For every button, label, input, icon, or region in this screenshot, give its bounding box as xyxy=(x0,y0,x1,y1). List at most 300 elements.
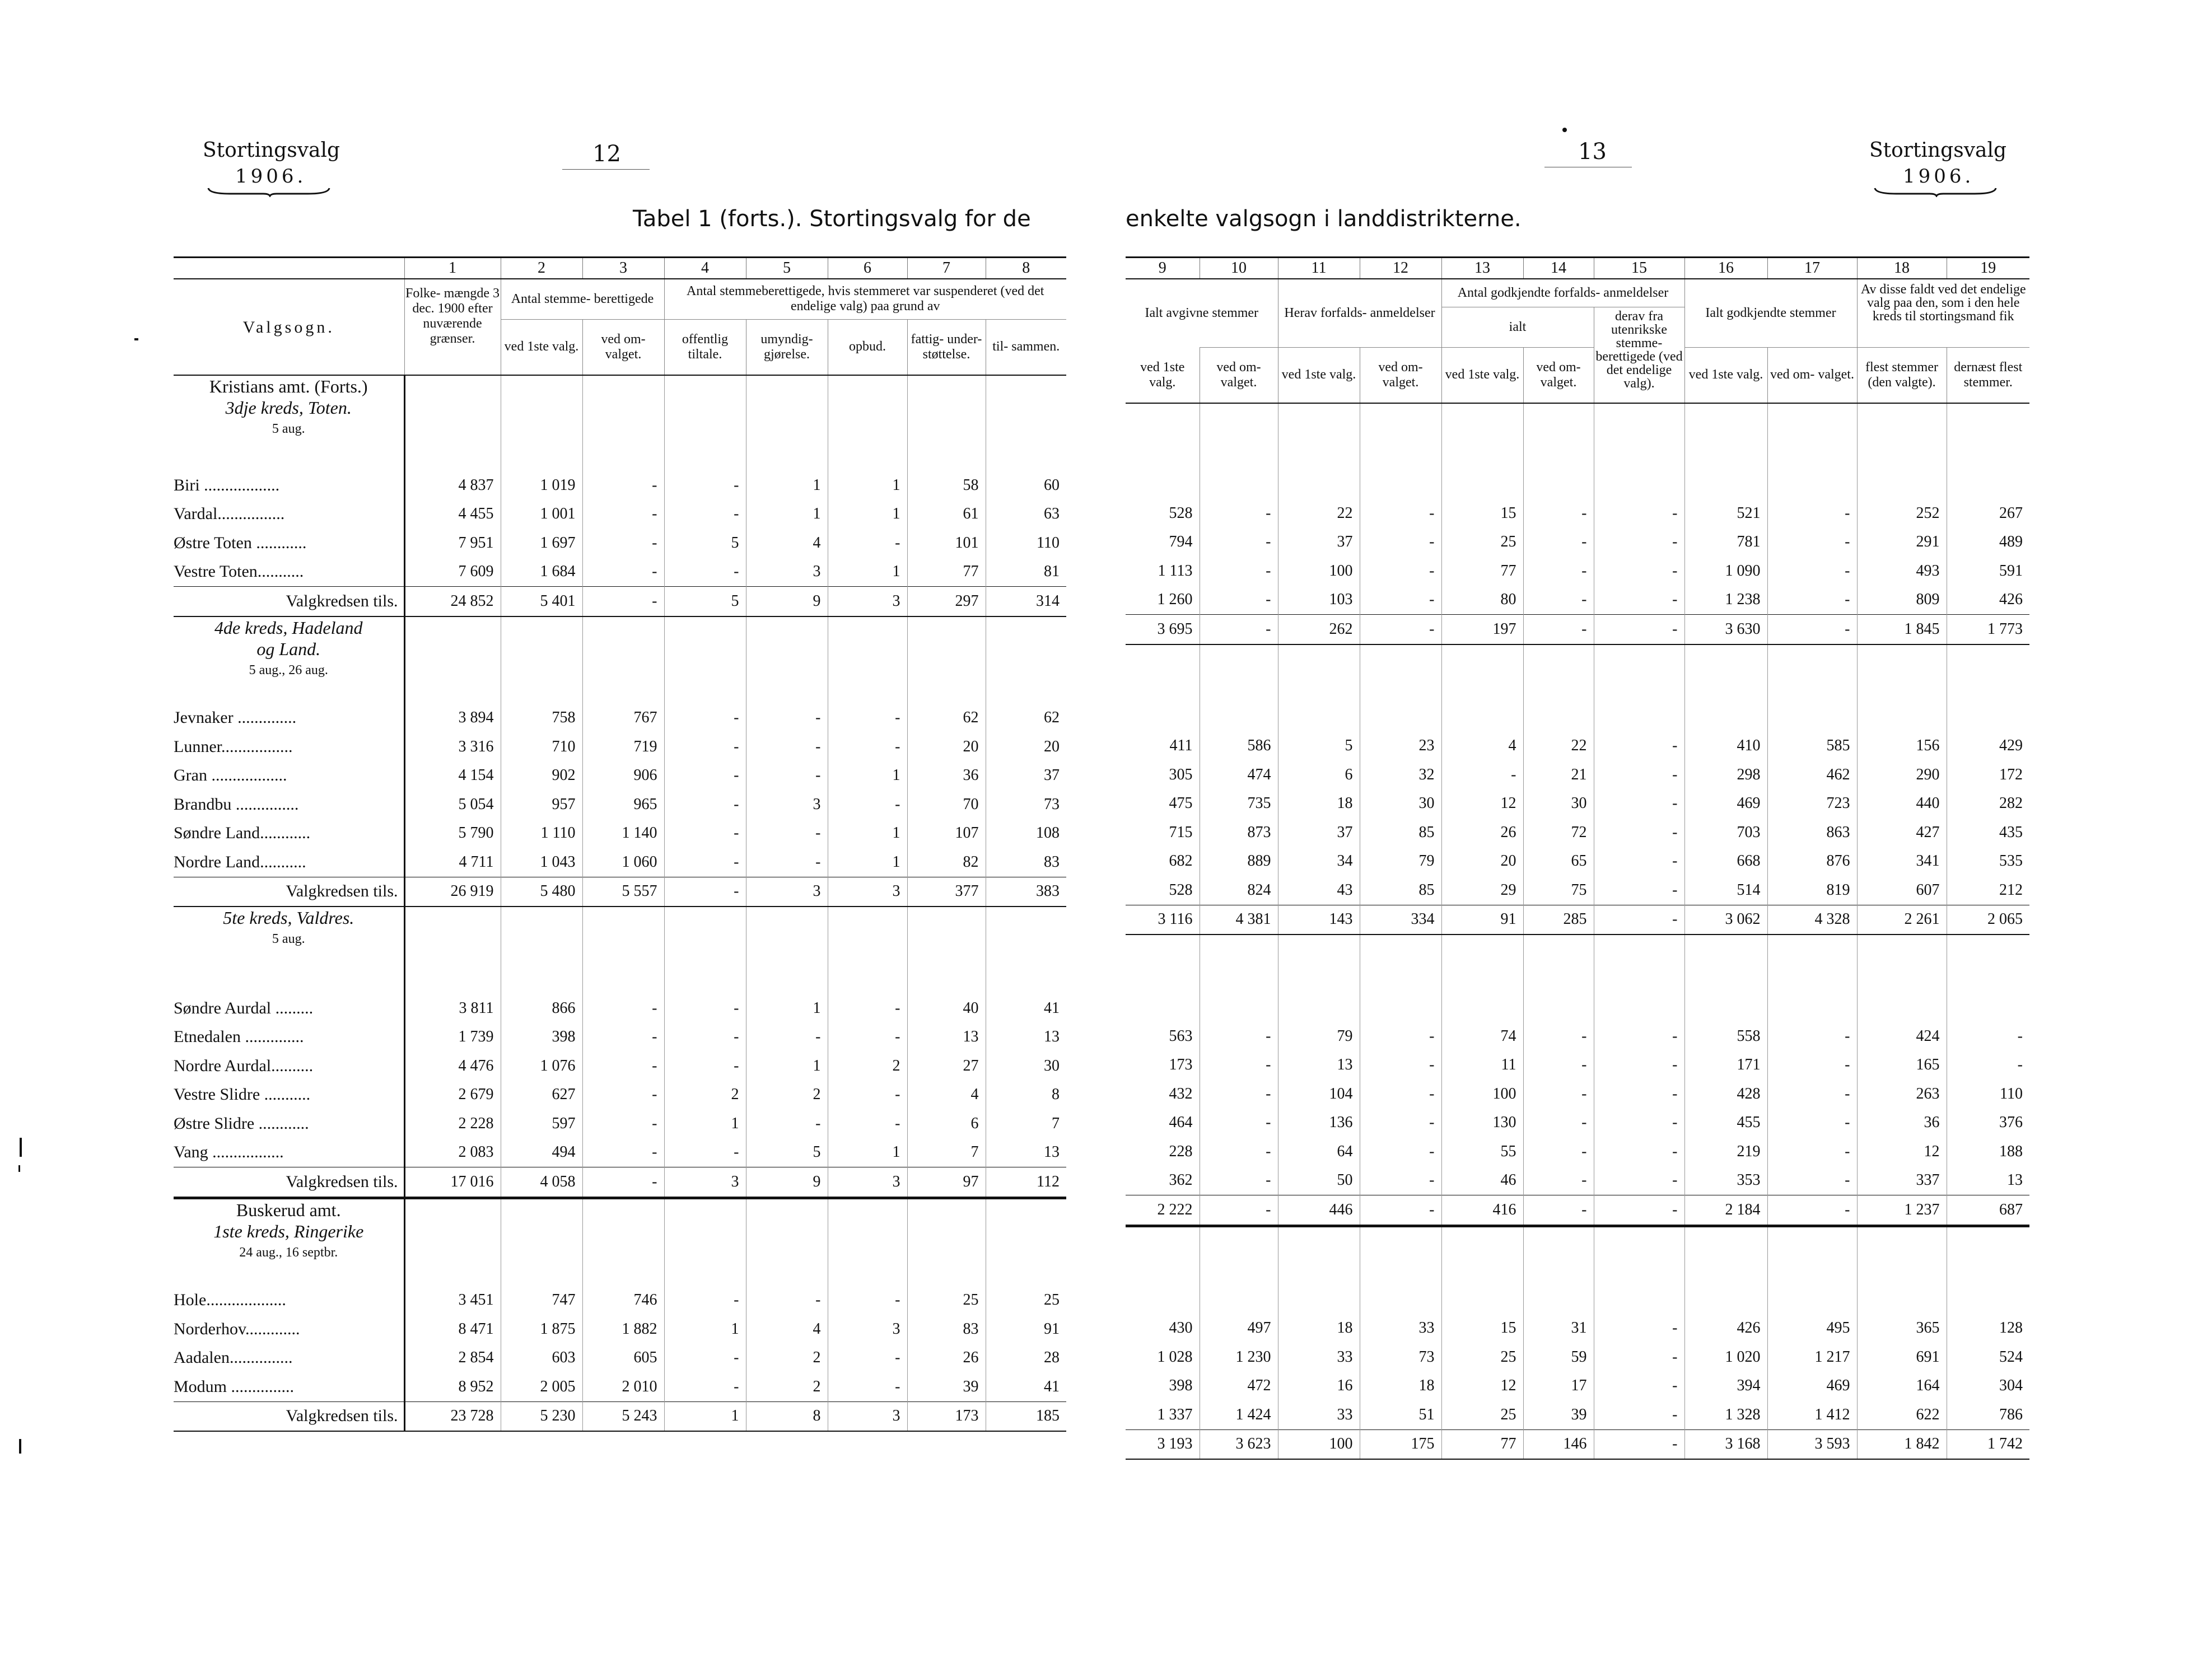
cell-col-16: 558 xyxy=(1684,1022,1767,1051)
cell-col-1: 8 471 xyxy=(404,1315,501,1344)
cell-col-14: - xyxy=(1523,1080,1594,1109)
table-row xyxy=(174,500,1066,529)
cell-col-13: 100 xyxy=(1441,1080,1523,1109)
cell-col-14: 21 xyxy=(1523,760,1594,789)
cell-col-13: 130 xyxy=(1441,1109,1523,1138)
cell-col-3: - xyxy=(582,994,664,1023)
cell-col-13: 77 xyxy=(1441,1429,1523,1459)
cell-col-14: 285 xyxy=(1523,905,1594,935)
cell-col-8: 112 xyxy=(986,1167,1066,1198)
cell-col-15: - xyxy=(1594,557,1684,586)
cell-col-14: - xyxy=(1523,1109,1594,1138)
cell-col-8: 20 xyxy=(986,732,1066,761)
valgsogn-name: Norderhov............. xyxy=(174,1319,300,1338)
section-title-line2: 1ste kreds, Ringerike xyxy=(213,1221,364,1241)
cell-col-7: 7 xyxy=(907,1138,986,1167)
cell-col-10: - xyxy=(1200,615,1278,644)
cell-col-19: 426 xyxy=(1947,586,2029,615)
header-antal-godkjendte: Antal godkjendte forfalds- anmeldelser xyxy=(1441,279,1684,307)
cell-col-2: 494 xyxy=(501,1138,582,1167)
cell-col-14: 30 xyxy=(1523,789,1594,819)
cell-col-6: - xyxy=(828,790,907,819)
cell-col-18: 2 261 xyxy=(1857,905,1947,935)
cell-col-19: 172 xyxy=(1947,760,2029,789)
cell-col-8: 60 xyxy=(986,471,1066,500)
cell-col-9: 2 222 xyxy=(1126,1195,1200,1226)
cell-col-14: - xyxy=(1523,1022,1594,1051)
cell-col-14: - xyxy=(1523,615,1594,644)
cell-col-19: 282 xyxy=(1947,789,2029,819)
cell-col-19: - xyxy=(1947,1051,2029,1080)
cell-col-18: 263 xyxy=(1857,1080,1947,1109)
cell-col-19: 304 xyxy=(1947,1372,2029,1401)
table-row xyxy=(1126,1137,2029,1166)
cell-col-2: 5 230 xyxy=(501,1401,582,1431)
valgsogn-name: Aadalen............... xyxy=(174,1348,293,1367)
col-num: 17 xyxy=(1767,258,1857,279)
cell-col-1: 24 852 xyxy=(404,587,501,616)
cell-col-5: - xyxy=(746,819,828,848)
cell-col-9: 430 xyxy=(1169,1319,1193,1337)
cell-col-11: 79 xyxy=(1278,1022,1360,1051)
cell-col-19: 786 xyxy=(1947,1400,2029,1429)
cell-col-9: 432 xyxy=(1169,1085,1193,1102)
table-row xyxy=(1126,1372,2029,1401)
cell-col-11: 16 xyxy=(1278,1372,1360,1401)
cell-col-13: 4 xyxy=(1441,732,1523,761)
cell-col-3: 767 xyxy=(582,704,664,733)
cell-col-19: 128 xyxy=(1947,1314,2029,1343)
cell-col-15: - xyxy=(1594,818,1684,847)
cell-col-9: 305 xyxy=(1169,765,1193,783)
cell-col-2: 1 001 xyxy=(501,500,582,529)
cell-col-6: - xyxy=(828,1109,907,1138)
valgsogn-name: Brandbu ............... xyxy=(174,795,299,814)
cell-col-10: 889 xyxy=(1200,847,1278,876)
valgsogn-name: Lunner................. xyxy=(174,737,293,756)
cell-col-5: 3 xyxy=(746,877,828,907)
cell-col-4: - xyxy=(664,1023,746,1052)
cell-col-11: 100 xyxy=(1278,1429,1360,1459)
cell-col-16: 428 xyxy=(1684,1080,1767,1109)
col-num: 3 xyxy=(582,258,664,279)
cell-col-6: - xyxy=(828,1081,907,1110)
cell-col-9: 528 xyxy=(1169,881,1193,899)
cell-col-11: 22 xyxy=(1278,499,1360,528)
cell-col-19: 1 773 xyxy=(1947,615,2029,644)
cell-col-12: 33 xyxy=(1360,1314,1441,1343)
col-num: 10 xyxy=(1200,258,1278,279)
cell-col-15: - xyxy=(1594,1195,1684,1226)
cell-col-6: - xyxy=(828,1286,907,1315)
cell-col-2: 627 xyxy=(501,1081,582,1110)
cell-col-8: 81 xyxy=(986,558,1066,587)
cell-col-7: 70 xyxy=(907,790,986,819)
valgsogn-name: Vestre Toten........... xyxy=(174,562,304,581)
cell-col-8: 8 xyxy=(986,1081,1066,1110)
valgsogn-name: Søndre Land............ xyxy=(174,824,311,843)
cell-col-1: 5 790 xyxy=(404,819,501,848)
cell-col-3: - xyxy=(582,558,664,587)
cell-col-1: 5 054 xyxy=(404,790,501,819)
cell-col-9: 715 xyxy=(1169,823,1193,841)
cell-col-1: 23 728 xyxy=(404,1401,501,1431)
valgsogn-name: Vang ................. xyxy=(174,1143,284,1162)
cell-col-2: 866 xyxy=(501,994,582,1023)
margin-mark xyxy=(134,338,138,340)
header-ved-omvalget: ved om- valget. xyxy=(1767,347,1857,403)
cell-col-11: 33 xyxy=(1278,1400,1360,1429)
cell-col-5: 3 xyxy=(746,558,828,587)
table-title-left: Tabel 1 (forts.). Stortingsvalg for de xyxy=(633,206,1031,232)
valgsogn-name: Nordre Land........... xyxy=(174,852,306,871)
right-table xyxy=(1126,256,2029,1460)
cell-col-4: - xyxy=(664,819,746,848)
cell-col-18: 337 xyxy=(1857,1166,1947,1195)
cell-col-15: - xyxy=(1594,586,1684,615)
cell-col-10: - xyxy=(1200,499,1278,528)
cell-col-7: 377 xyxy=(907,877,986,907)
cell-col-18: 252 xyxy=(1857,499,1947,528)
cell-col-12: 23 xyxy=(1360,732,1441,761)
cell-col-2: 1 110 xyxy=(501,819,582,848)
cell-col-8: 83 xyxy=(986,848,1066,877)
table-row xyxy=(174,1372,1066,1401)
cell-col-9: 1 337 xyxy=(1157,1405,1193,1423)
cell-col-15: - xyxy=(1594,615,1684,644)
table-row xyxy=(174,558,1066,587)
cell-col-16: 171 xyxy=(1684,1051,1767,1080)
cell-col-15: - xyxy=(1594,1022,1684,1051)
cell-col-18: 691 xyxy=(1857,1343,1947,1372)
cell-col-18: 622 xyxy=(1857,1400,1947,1429)
cell-col-6: 1 xyxy=(828,1138,907,1167)
section-title-line1: Buskerud amt. xyxy=(236,1199,341,1220)
cell-col-1: 3 894 xyxy=(404,704,501,733)
cell-col-6: 1 xyxy=(828,819,907,848)
cell-col-3: - xyxy=(582,1138,664,1167)
table-row xyxy=(1126,876,2029,905)
cell-col-6: 1 xyxy=(828,761,907,791)
col-num: 11 xyxy=(1278,258,1360,279)
col-num: 5 xyxy=(746,258,828,279)
cell-col-2: 4 058 xyxy=(501,1167,582,1198)
col-num: 15 xyxy=(1594,258,1684,279)
valgsogn-name: Etnedalen .............. xyxy=(174,1027,304,1046)
table-row xyxy=(174,1315,1066,1344)
cell-col-16: 455 xyxy=(1684,1109,1767,1138)
cell-col-2: 1 684 xyxy=(501,558,582,587)
cell-col-13: 80 xyxy=(1441,586,1523,615)
cell-col-18: 809 xyxy=(1857,586,1947,615)
cell-col-13: 46 xyxy=(1441,1166,1523,1195)
cell-col-6: 3 xyxy=(828,1167,907,1198)
table-row xyxy=(1126,1109,2029,1138)
cell-col-9: 3 116 xyxy=(1126,905,1200,935)
cell-col-8: 314 xyxy=(986,587,1066,616)
cell-col-9: 362 xyxy=(1169,1171,1193,1189)
cell-col-5: 1 xyxy=(746,1052,828,1081)
cell-col-17: - xyxy=(1767,528,1857,557)
cell-col-13: 25 xyxy=(1441,528,1523,557)
valgsogn-name: Søndre Aurdal ......... xyxy=(174,998,314,1017)
cell-col-1: 26 919 xyxy=(404,877,501,907)
cell-col-5: - xyxy=(746,1286,828,1315)
cell-col-6: 1 xyxy=(828,471,907,500)
cell-col-17: - xyxy=(1767,1137,1857,1166)
cell-col-11: 50 xyxy=(1278,1166,1360,1195)
cell-col-3: - xyxy=(582,587,664,616)
col-num: 18 xyxy=(1857,258,1947,279)
header-offentlig-tiltale: offentlig tiltale. xyxy=(664,319,746,375)
cell-col-2: 1 697 xyxy=(501,529,582,558)
cell-col-5: 2 xyxy=(746,1344,828,1373)
cell-col-15: - xyxy=(1594,789,1684,819)
cell-col-11: 446 xyxy=(1278,1195,1360,1226)
header-ved-1ste-valg: ved 1ste valg. xyxy=(1441,347,1523,403)
cell-col-18: 290 xyxy=(1857,760,1947,789)
cell-col-3: - xyxy=(582,1109,664,1138)
header-ved-omvalget: ved om- valget. xyxy=(1200,347,1278,403)
cell-col-11: 6 xyxy=(1278,760,1360,789)
cell-col-2: 1 019 xyxy=(501,471,582,500)
cell-col-11: 13 xyxy=(1278,1051,1360,1080)
cell-col-8: 110 xyxy=(986,529,1066,558)
cell-col-10: 472 xyxy=(1200,1372,1278,1401)
cell-col-10: - xyxy=(1200,586,1278,615)
cell-col-3: 1 060 xyxy=(582,848,664,877)
cell-col-1: 3 316 xyxy=(404,732,501,761)
cell-col-5: 8 xyxy=(746,1401,828,1431)
cell-col-17: 4 328 xyxy=(1767,905,1857,935)
cell-col-1: 2 083 xyxy=(404,1138,501,1167)
cell-col-7: 82 xyxy=(907,848,986,877)
cell-col-17: 876 xyxy=(1767,847,1857,876)
cell-col-13: - xyxy=(1441,760,1523,789)
cell-col-5: - xyxy=(746,848,828,877)
table-row xyxy=(174,704,1066,733)
left-running-title: Stortingsvalg xyxy=(203,139,340,162)
cell-col-10: 4 381 xyxy=(1200,905,1278,935)
cell-col-3: - xyxy=(582,1023,664,1052)
cell-col-1: 4 837 xyxy=(404,471,501,500)
col-num: 19 xyxy=(1947,258,2029,279)
cell-col-4: - xyxy=(664,1286,746,1315)
cell-col-13: 15 xyxy=(1441,499,1523,528)
cell-col-4: - xyxy=(664,704,746,733)
cell-col-10: 497 xyxy=(1200,1314,1278,1343)
cell-col-17: - xyxy=(1767,615,1857,644)
header-ved-omvalget: ved om- valget. xyxy=(1523,347,1594,403)
table-row xyxy=(1126,1400,2029,1429)
cell-col-14: 22 xyxy=(1523,732,1594,761)
header-ved-1ste-valg: ved 1ste valg. xyxy=(1684,347,1767,403)
cell-col-5: - xyxy=(746,1023,828,1052)
cell-col-7: 107 xyxy=(907,819,986,848)
table-row xyxy=(1126,499,2029,528)
cell-col-6: - xyxy=(828,704,907,733)
cell-col-2: 1 043 xyxy=(501,848,582,877)
section-title xyxy=(174,1198,404,1286)
header-fattigunderstoettelse: fattig- under- støttelse. xyxy=(907,319,986,375)
cell-col-14: 146 xyxy=(1523,1429,1594,1459)
cell-col-14: - xyxy=(1523,557,1594,586)
cell-col-7: 6 xyxy=(907,1109,986,1138)
cell-col-15: - xyxy=(1594,1372,1684,1401)
cell-col-3: - xyxy=(582,1081,664,1110)
total-row xyxy=(1126,1429,2029,1459)
cell-col-4: - xyxy=(664,761,746,791)
cell-col-6: - xyxy=(828,529,907,558)
table-row xyxy=(1126,1166,2029,1195)
cell-col-8: 108 xyxy=(986,819,1066,848)
cell-col-13: 26 xyxy=(1441,818,1523,847)
section-date: 5 aug. xyxy=(272,932,305,946)
cell-col-13: 20 xyxy=(1441,847,1523,876)
cell-col-7: 62 xyxy=(907,704,986,733)
cell-col-9: 1 260 xyxy=(1157,591,1193,609)
left-table xyxy=(174,256,1066,1432)
cell-col-17: 469 xyxy=(1767,1372,1857,1401)
cell-col-17: - xyxy=(1767,557,1857,586)
cell-col-3: - xyxy=(582,529,664,558)
cell-col-3: - xyxy=(582,1167,664,1198)
table-row xyxy=(1126,557,2029,586)
valgsogn-name: Vestre Slidre ........... xyxy=(174,1085,311,1104)
cell-col-6: 3 xyxy=(828,1401,907,1431)
cell-col-19: 376 xyxy=(1947,1109,2029,1138)
cell-col-19: 1 742 xyxy=(1947,1429,2029,1459)
cell-col-6: 3 xyxy=(828,587,907,616)
left-column-number-row xyxy=(174,258,1066,279)
cell-col-14: 75 xyxy=(1523,876,1594,905)
cell-col-17: - xyxy=(1767,1195,1857,1226)
cell-col-7: 101 xyxy=(907,529,986,558)
cell-col-8: 13 xyxy=(986,1023,1066,1052)
cell-col-18: 1 842 xyxy=(1857,1429,1947,1459)
cell-col-18: 607 xyxy=(1857,876,1947,905)
total-label: Valgkredsen tils. xyxy=(174,1167,404,1198)
cell-col-14: 59 xyxy=(1523,1343,1594,1372)
cell-col-14: - xyxy=(1523,1137,1594,1166)
cell-col-1: 7 951 xyxy=(404,529,501,558)
right-column-number-row xyxy=(1126,258,2029,279)
cell-col-13: 15 xyxy=(1441,1314,1523,1343)
cell-col-2: 603 xyxy=(501,1344,582,1373)
cell-col-15: - xyxy=(1594,1080,1684,1109)
margin-mark xyxy=(18,1165,20,1172)
header-ialt: ialt xyxy=(1441,307,1594,347)
cell-col-4: - xyxy=(664,1372,746,1401)
cell-col-13: 77 xyxy=(1441,557,1523,586)
table-row xyxy=(1126,760,2029,789)
cell-col-14: 72 xyxy=(1523,818,1594,847)
left-page-rule xyxy=(562,169,650,170)
cell-col-19: 687 xyxy=(1947,1195,2029,1226)
cell-col-3: - xyxy=(582,500,664,529)
cell-col-17: 819 xyxy=(1767,876,1857,905)
cell-col-4: - xyxy=(664,877,746,907)
cell-col-13: 55 xyxy=(1441,1137,1523,1166)
cell-col-10: 474 xyxy=(1200,760,1278,789)
cell-col-10: - xyxy=(1200,1080,1278,1109)
table-row xyxy=(174,1023,1066,1052)
cell-col-11: 136 xyxy=(1278,1109,1360,1138)
cell-col-13: 91 xyxy=(1441,905,1523,935)
cell-col-10: - xyxy=(1200,1195,1278,1226)
valgsogn-name: Gran .................. xyxy=(174,766,287,785)
cell-col-9: 563 xyxy=(1169,1027,1193,1045)
table-row xyxy=(174,790,1066,819)
cell-col-19: 435 xyxy=(1947,818,2029,847)
valgsogn-name: Modum ............... xyxy=(174,1377,295,1396)
cell-col-4: 2 xyxy=(664,1081,746,1110)
cell-col-5: 2 xyxy=(746,1372,828,1401)
cell-col-12: - xyxy=(1360,1166,1441,1195)
cell-col-18: 36 xyxy=(1857,1109,1947,1138)
cell-col-9: 411 xyxy=(1169,737,1193,755)
cell-col-15: - xyxy=(1594,1314,1684,1343)
right-running-year: 1906. xyxy=(1903,165,1975,188)
right-year-brace xyxy=(1874,186,1997,197)
col-num: 6 xyxy=(828,258,907,279)
cell-col-19: 489 xyxy=(1947,528,2029,557)
cell-col-3: 605 xyxy=(582,1344,664,1373)
table-row xyxy=(1126,1022,2029,1051)
cell-col-12: 30 xyxy=(1360,789,1441,819)
cell-col-4: 1 xyxy=(664,1315,746,1344)
left-page-number: 12 xyxy=(592,141,621,167)
col-num: 8 xyxy=(986,258,1066,279)
cell-col-15: - xyxy=(1594,528,1684,557)
cell-col-12: - xyxy=(1360,1137,1441,1166)
cell-col-12: 175 xyxy=(1360,1429,1441,1459)
table-row xyxy=(174,1344,1066,1373)
cell-col-19: 188 xyxy=(1947,1137,2029,1166)
cell-col-14: - xyxy=(1523,586,1594,615)
cell-col-18: 164 xyxy=(1857,1372,1947,1401)
cell-col-13: 29 xyxy=(1441,876,1523,905)
cell-col-17: 1 217 xyxy=(1767,1343,1857,1372)
cell-col-18: 427 xyxy=(1857,818,1947,847)
cell-col-9: 3 193 xyxy=(1126,1429,1200,1459)
cell-col-7: 97 xyxy=(907,1167,986,1198)
cell-col-5: 9 xyxy=(746,587,828,616)
cell-col-5: 5 xyxy=(746,1138,828,1167)
section-spacer-row xyxy=(1126,403,2029,499)
cell-col-11: 34 xyxy=(1278,847,1360,876)
cell-col-16: 298 xyxy=(1684,760,1767,789)
cell-col-2: 747 xyxy=(501,1286,582,1315)
right-page-number: 13 xyxy=(1578,139,1607,165)
table-row xyxy=(174,994,1066,1023)
cell-col-13: 12 xyxy=(1441,789,1523,819)
cell-col-16: 219 xyxy=(1684,1137,1767,1166)
table-row xyxy=(174,1138,1066,1167)
cell-col-9: 1 028 xyxy=(1157,1348,1193,1366)
section-title xyxy=(174,375,404,471)
cell-col-1: 4 711 xyxy=(404,848,501,877)
cell-col-12: - xyxy=(1360,615,1441,644)
cell-col-10: - xyxy=(1200,1109,1278,1138)
cell-col-12: 32 xyxy=(1360,760,1441,789)
cell-col-1: 1 739 xyxy=(404,1023,501,1052)
section-spacer-row xyxy=(1126,1226,2029,1314)
cell-col-17: - xyxy=(1767,499,1857,528)
cell-col-3: 2 010 xyxy=(582,1372,664,1401)
cell-col-3: 1 140 xyxy=(582,819,664,848)
cell-col-10: - xyxy=(1200,528,1278,557)
